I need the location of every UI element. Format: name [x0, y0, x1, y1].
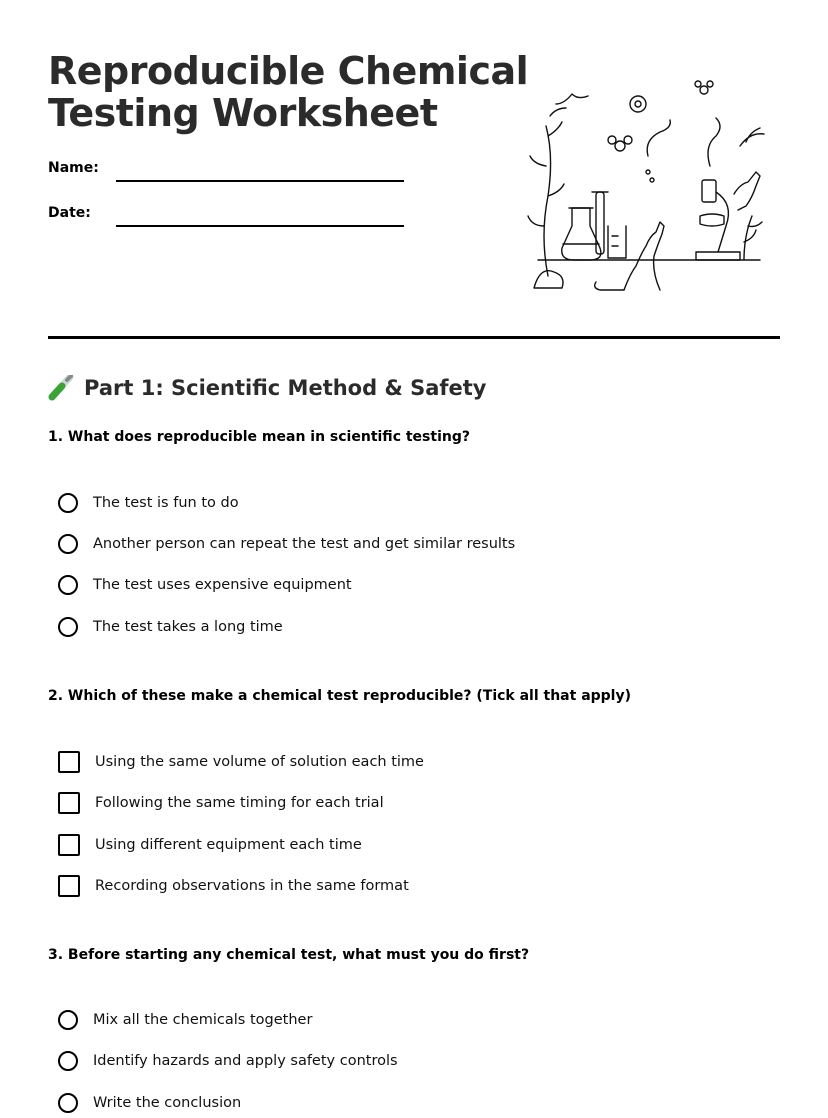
name-label: Name:	[48, 160, 99, 176]
q1-option-2-radio[interactable]	[58, 534, 78, 554]
q2-option-3-checkbox[interactable]	[58, 834, 80, 856]
q1-option-2[interactable]	[58, 531, 515, 557]
part1-heading	[48, 375, 486, 401]
q3-option-3-label: Write the conclusion	[93, 1095, 242, 1111]
question-1-text: 1. What does reproducible mean in scientific testing?	[48, 429, 470, 445]
q3-option-3-radio[interactable]	[58, 1093, 78, 1113]
q1-option-4-radio[interactable]	[58, 617, 78, 637]
q1-option-3-label: The test uses expensive equipment	[93, 577, 352, 593]
q2-option-2-label: Following the same timing for each trial	[95, 795, 384, 811]
q2-option-3-label: Using different equipment each time	[95, 837, 362, 853]
q3-option-2[interactable]	[58, 1048, 398, 1074]
q2-option-1-label: Using the same volume of solution each time	[95, 754, 424, 770]
q1-option-3[interactable]	[58, 572, 352, 598]
worksheet-title	[48, 50, 528, 134]
q1-option-1-label: The test is fun to do	[93, 495, 239, 511]
question-3-text: 3. Before starting any chemical test, what must you do first?	[48, 947, 530, 963]
q1-option-4-label: The test takes a long time	[93, 619, 283, 635]
q3-option-1-radio[interactable]	[58, 1010, 78, 1030]
q2-option-4[interactable]	[58, 873, 409, 899]
science-lab-illustration-icon	[520, 76, 768, 300]
q1-option-3-radio[interactable]	[58, 575, 78, 595]
part1-heading-text: Part 1: Scientific Method & Safety	[84, 376, 487, 400]
name-field[interactable]	[116, 180, 404, 182]
q2-option-3[interactable]	[58, 832, 362, 858]
date-label: Date:	[48, 205, 91, 221]
q1-option-4[interactable]	[58, 614, 283, 640]
q3-option-1[interactable]	[58, 1007, 312, 1033]
q1-option-1-radio[interactable]	[58, 493, 78, 513]
q2-option-1[interactable]	[58, 749, 424, 775]
q2-option-2-checkbox[interactable]	[58, 792, 80, 814]
question-2-text: 2. Which of these make a chemical test reproducible? (Tick all that apply)	[48, 688, 632, 704]
q2-option-1-checkbox[interactable]	[58, 751, 80, 773]
test-tube-icon	[48, 375, 74, 401]
q3-option-2-radio[interactable]	[58, 1051, 78, 1071]
section-divider	[48, 336, 780, 339]
q2-option-2[interactable]	[58, 790, 384, 816]
date-field[interactable]	[116, 225, 404, 227]
q2-option-4-checkbox[interactable]	[58, 875, 80, 897]
q1-option-2-label: Another person can repeat the test and get similar results	[93, 536, 516, 552]
q3-option-3[interactable]	[58, 1090, 241, 1116]
q1-option-1[interactable]	[58, 490, 239, 516]
q3-option-1-label: Mix all the chemicals together	[93, 1012, 313, 1028]
q3-option-2-label: Identify hazards and apply safety controls	[93, 1053, 398, 1069]
worksheet-title-line-1: Reproducible Chemical	[48, 49, 529, 93]
q2-option-4-label: Recording observations in the same format	[95, 878, 409, 894]
worksheet-title-line-2: Testing Worksheet	[48, 91, 438, 135]
